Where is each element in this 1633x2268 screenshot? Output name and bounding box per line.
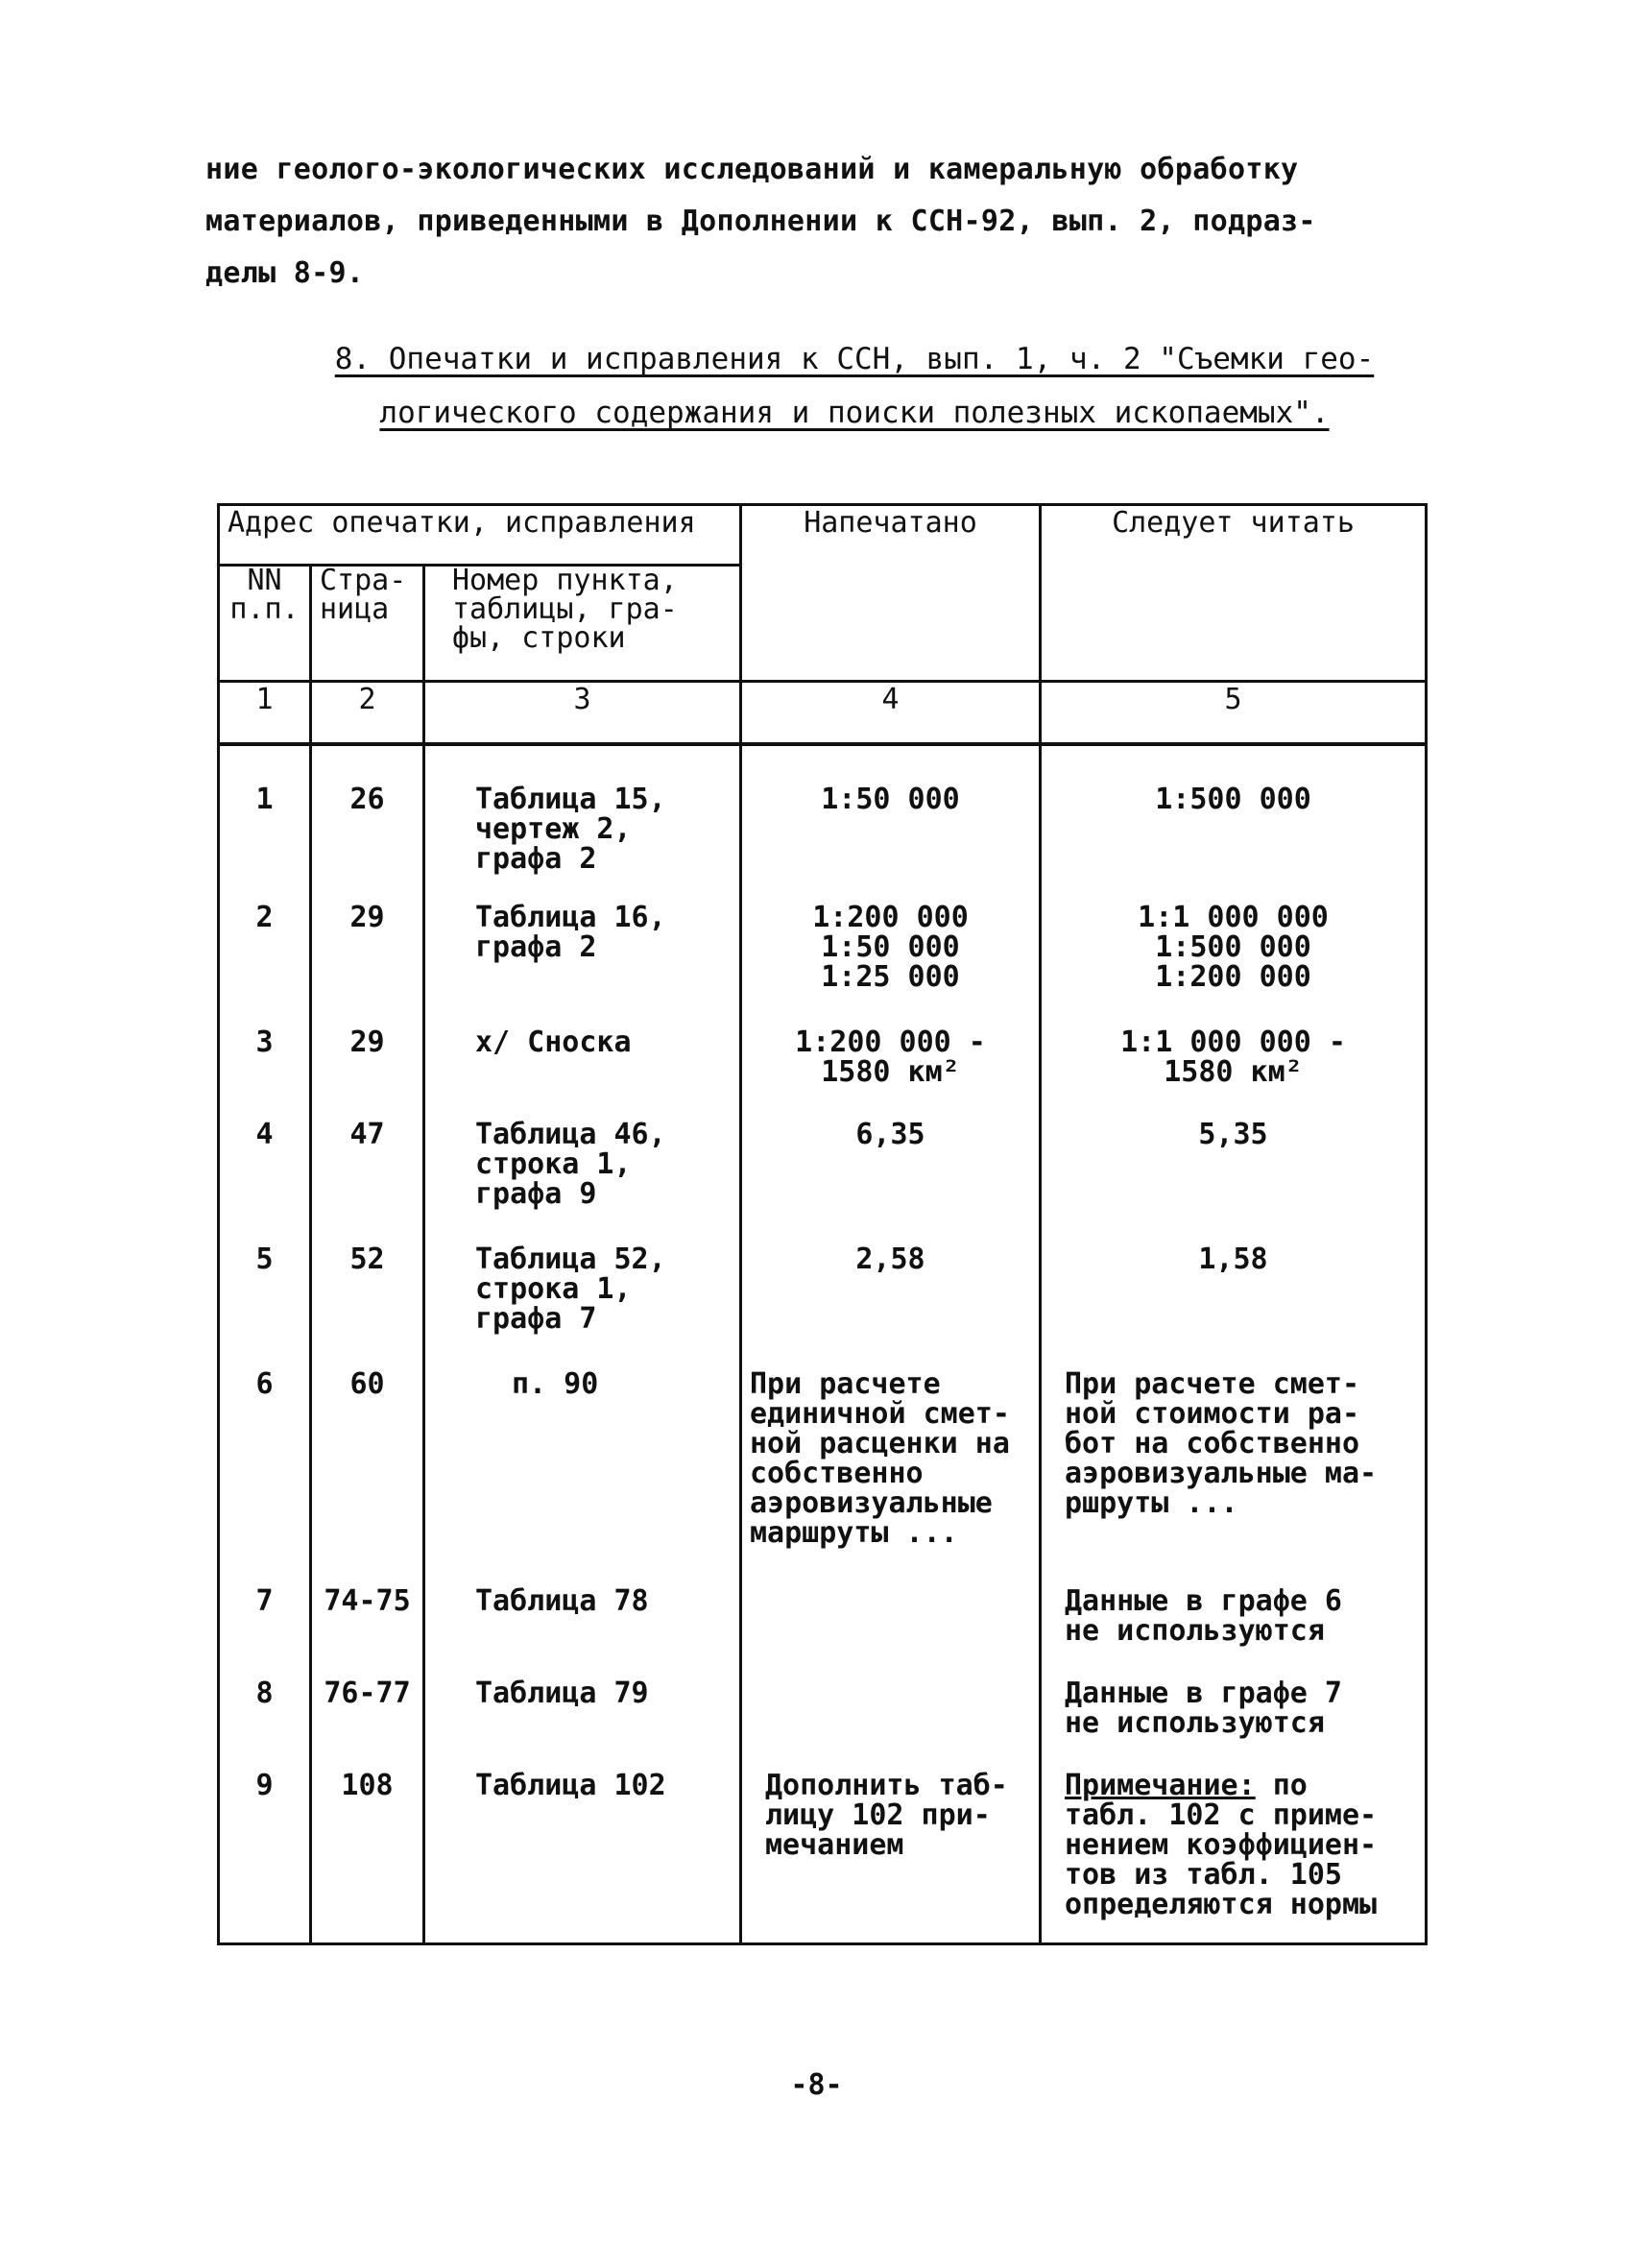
row-address: Таблица 52, строка 1, графа 7 bbox=[424, 1216, 741, 1340]
section-heading bbox=[288, 332, 1421, 440]
item-column-header: Номер пункта, таблицы, гра- фы, строки bbox=[424, 566, 741, 682]
table-row bbox=[219, 1091, 1427, 1216]
row-number: 4 bbox=[219, 1091, 311, 1216]
row-address: Таблица 15, чертеж 2, графа 2 bbox=[424, 744, 741, 874]
table-row bbox=[219, 1340, 1427, 1557]
table-row bbox=[219, 1216, 1427, 1340]
nn-column-header: NN п.п. bbox=[219, 566, 311, 682]
row-printed: 2,58 bbox=[741, 1216, 1041, 1340]
row-address: Таблица 16, графа 2 bbox=[424, 874, 741, 999]
row-read: 1:1 000 000 1:500 000 1:200 000 bbox=[1041, 874, 1427, 999]
section-heading-line-1: 8. Опечатки и исправления к ССН, вып. 1, ч. 2 "Съемки гео- bbox=[334, 342, 1375, 376]
note-text: по табл. 102 с приме- нением коэффициен- тов из табл. 105 определяются нормы bbox=[1065, 1769, 1378, 1921]
row-read: 1,58 bbox=[1041, 1216, 1427, 1340]
row-number: 1 bbox=[219, 744, 311, 874]
row-read: Данные в графе 6 не используются bbox=[1041, 1557, 1427, 1650]
note-label: Примечание: bbox=[1065, 1769, 1256, 1802]
row-printed: 1:200 000 1:50 000 1:25 000 bbox=[741, 874, 1041, 999]
table-header-row-top bbox=[219, 505, 1427, 566]
row-printed: 1:50 000 bbox=[741, 744, 1041, 874]
row-address: Таблица 79 bbox=[424, 1650, 741, 1742]
section-heading-line-2: логического содержания и поиски полезных ископаемых". bbox=[379, 396, 1330, 430]
row-page: 60 bbox=[311, 1340, 424, 1557]
read-column-header: Следует читать bbox=[1041, 505, 1427, 682]
column-number: 1 bbox=[219, 682, 311, 745]
row-address: п. 90 bbox=[424, 1340, 741, 1557]
errata-table bbox=[217, 503, 1428, 1945]
row-read bbox=[1041, 1742, 1427, 1943]
row-printed: Дополнить таб- лицу 102 при- мечанием bbox=[741, 1742, 1041, 1943]
page-number: -8- bbox=[790, 2068, 843, 2102]
row-number: 9 bbox=[219, 1742, 311, 1943]
column-number: 3 bbox=[424, 682, 741, 745]
row-printed bbox=[741, 1557, 1041, 1650]
row-read: Данные в графе 7 не используются bbox=[1041, 1650, 1427, 1742]
row-read: При расчете смет- ной стоимости ра- бот на собственно аэровизуальные ма- ршруты ... bbox=[1041, 1340, 1427, 1557]
row-number: 3 bbox=[219, 999, 311, 1091]
column-number: 4 bbox=[741, 682, 1041, 745]
row-number: 5 bbox=[219, 1216, 311, 1340]
row-address: Таблица 78 bbox=[424, 1557, 741, 1650]
row-address: x/ Сноска bbox=[424, 999, 741, 1091]
row-page: 29 bbox=[311, 874, 424, 999]
row-page: 52 bbox=[311, 1216, 424, 1340]
row-printed: При расчете единичной смет- ной расценки на собственно аэровизуальные маршруты ... bbox=[741, 1340, 1041, 1557]
column-number: 5 bbox=[1041, 682, 1427, 745]
row-page: 108 bbox=[311, 1742, 424, 1943]
row-number: 2 bbox=[219, 874, 311, 999]
row-page: 26 bbox=[311, 744, 424, 874]
table-row bbox=[219, 1557, 1427, 1650]
row-printed: 1:200 000 - 1580 км² bbox=[741, 999, 1041, 1091]
address-group-header: Адрес опечатки, исправления bbox=[219, 505, 741, 566]
column-number-row bbox=[219, 682, 1427, 745]
row-printed: 6,35 bbox=[741, 1091, 1041, 1216]
row-number: 6 bbox=[219, 1340, 311, 1557]
row-address: Таблица 46, строка 1, графа 9 bbox=[424, 1091, 741, 1216]
table-row bbox=[219, 999, 1427, 1091]
table-row bbox=[219, 1742, 1427, 1943]
row-number: 7 bbox=[219, 1557, 311, 1650]
row-read: 5,35 bbox=[1041, 1091, 1427, 1216]
column-number: 2 bbox=[311, 682, 424, 745]
printed-column-header: Напечатано bbox=[741, 505, 1041, 682]
table-row bbox=[219, 1650, 1427, 1742]
row-number: 8 bbox=[219, 1650, 311, 1742]
table-row bbox=[219, 744, 1427, 874]
row-page: 74-75 bbox=[311, 1557, 424, 1650]
row-page: 47 bbox=[311, 1091, 424, 1216]
row-page: 76-77 bbox=[311, 1650, 424, 1742]
row-address: Таблица 102 bbox=[424, 1742, 741, 1943]
row-read: 1:1 000 000 - 1580 км² bbox=[1041, 999, 1427, 1091]
page-column-header: Стра- ница bbox=[311, 566, 424, 682]
row-printed bbox=[741, 1650, 1041, 1742]
table-row bbox=[219, 874, 1427, 999]
row-read: 1:500 000 bbox=[1041, 744, 1427, 874]
row-page: 29 bbox=[311, 999, 424, 1091]
intro-paragraph: ние геолого-экологических исследований и камеральную обработку материалов, приведенными в Дополнении к ССН-92, вып. 2, подраз- делы 8-9. bbox=[205, 153, 1316, 290]
